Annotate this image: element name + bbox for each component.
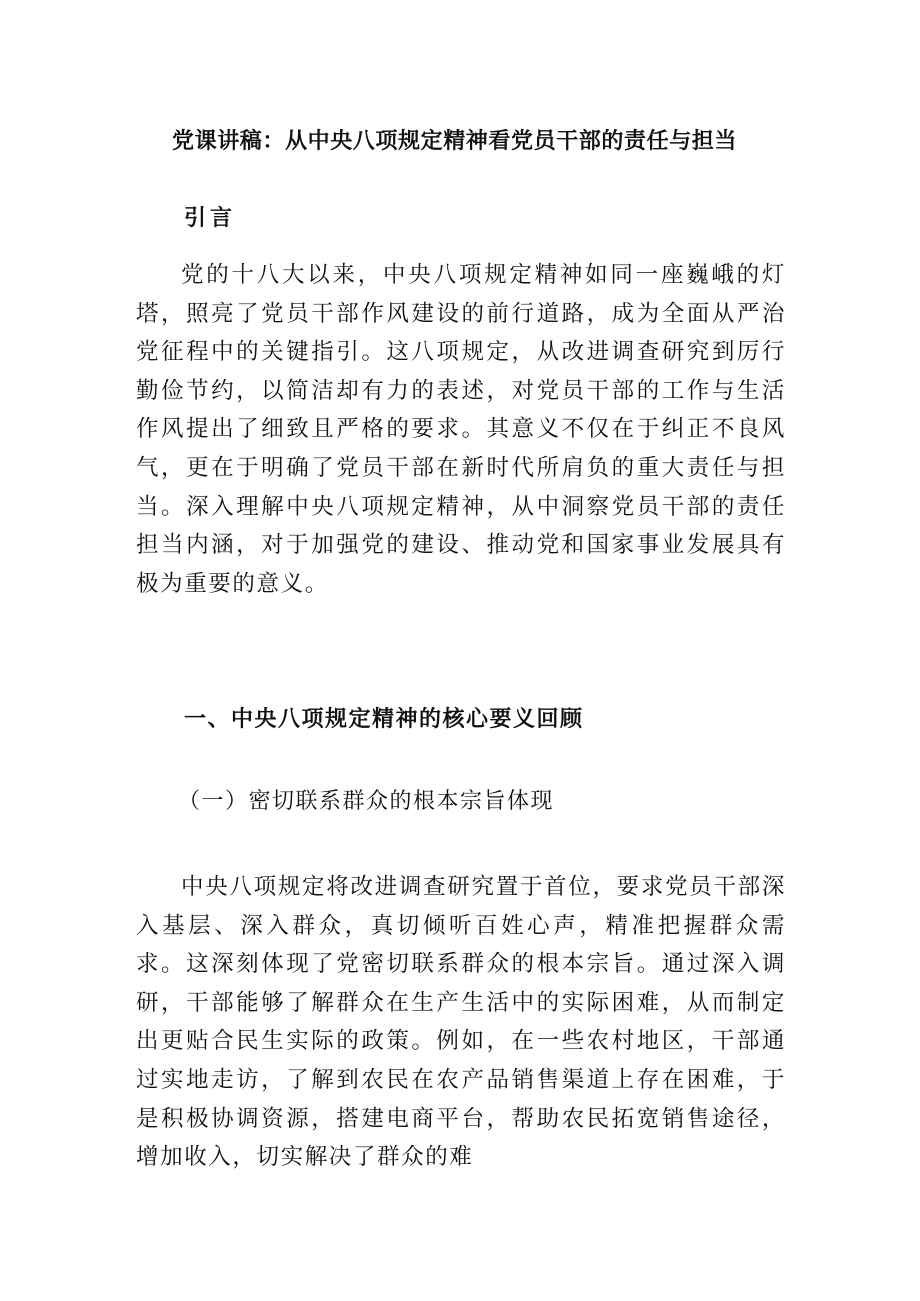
intro-heading: 引言 <box>184 205 237 231</box>
subsection-1-paragraph: 中央八项规定将改进调查研究置于首位，要求党员干部深入基层、深入群众，真切倾听百姓心声，精准把握群众需求。这深刻体现了党密切联系群众的根本宗旨。通过深入调研，干部能够了解群众在生产生活中的实际困难，从而制定出更贴合民生实际的政策。例如，在一些农村地区，干部通过实地走访，了解到农民在农产品销售渠道上存在困难，于是积极协调资源，搭建电商平台，帮助农民拓宽销售途径，增加收入，切实解决了群众的难 <box>136 874 786 1171</box>
subsection-1-heading: （一）密切联系群众的根本宗旨体现 <box>178 789 555 814</box>
intro-paragraph: 党的十八大以来，中央八项规定精神如同一座巍峨的灯塔，照亮了党员干部作风建设的前行道路，成为全面从严治党征程中的关键指引。这八项规定，从改进调查研究到厉行勤俭节约，以简洁却有力的表述，对党员干部的工作与生活作风提出了细致且严格的要求。其意义不仅在于纠正不良风气，更在于明确了党员干部在新时代所肩负的重大责任与担当。深入理解中央八项规定精神，从中洞察党员干部的责任担当内涵，对于加强党的建设、推动党和国家事业发展具有极为重要的意义。 <box>136 262 786 597</box>
section-1-heading: 一、中央八项规定精神的核心要义回顾 <box>184 706 584 732</box>
document-title: 党课讲稿：从中央八项规定精神看党员干部的责任与担当 <box>172 128 738 154</box>
